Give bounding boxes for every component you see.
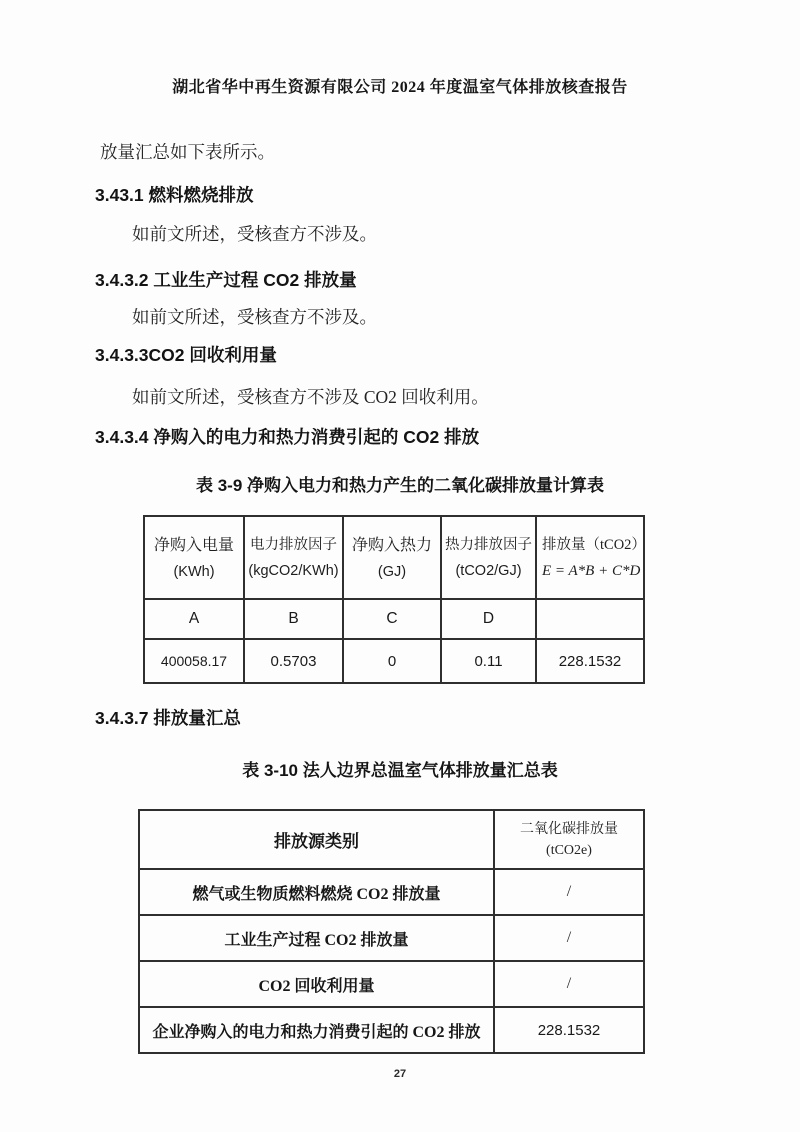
symbol-cell <box>536 599 644 639</box>
table-3-9-symbol-row <box>144 599 644 639</box>
symbol-cell: C <box>343 599 441 639</box>
value-cell: 400058.17 <box>144 639 244 683</box>
category-cell: 燃气或生物质燃料燃烧 CO2 排放量 <box>139 869 494 915</box>
header-title: 排放量（tCO2） <box>542 536 646 553</box>
symbol-cell: A <box>144 599 244 639</box>
header-cell-electricity-factor <box>244 516 343 599</box>
header-unit: (kgCO2/KWh) <box>248 562 339 579</box>
intro-text: 放量汇总如下表所示。 <box>100 142 275 162</box>
symbol-cell: D <box>441 599 536 639</box>
value-cell: 228.1532 <box>536 639 644 683</box>
value-cell: / <box>494 869 644 915</box>
category-cell: 工业生产过程 CO2 排放量 <box>139 915 494 961</box>
header-cell-electricity <box>144 516 244 599</box>
section-heading-3-4-3-2: 3.4.3.2 工业生产过程 CO2 排放量 <box>95 270 357 290</box>
value-cell: 0.11 <box>441 639 536 683</box>
value-cell: 0.5703 <box>244 639 343 683</box>
table-3-9 <box>143 515 645 684</box>
table-3-10-header-row <box>139 810 644 869</box>
table-row-purchased-electricity-heat <box>139 1007 644 1053</box>
header-title: 净购入电量 <box>153 536 234 554</box>
table-3-9-value-row <box>144 639 644 683</box>
value-cell: 0 <box>343 639 441 683</box>
category-cell: 企业净购入的电力和热力消费引起的 CO2 排放 <box>139 1007 494 1053</box>
header-cell-heat-factor <box>441 516 536 599</box>
section-heading-3-43-1: 3.43.1 燃料燃烧排放 <box>95 185 254 205</box>
section-paragraph-3-43-1: 如前文所述，受核查方不涉及。 <box>132 224 377 244</box>
table-row-fuel-combustion <box>139 869 644 915</box>
header-unit: (tCO2/GJ) <box>455 562 522 579</box>
table-3-9-header-row <box>144 516 644 599</box>
page-number: 27 <box>393 1068 407 1080</box>
category-cell: CO2 回收利用量 <box>139 961 494 1007</box>
header-line1: 二氧化碳排放量 <box>520 821 618 837</box>
section-heading-3-4-3-7: 3.4.3.7 排放量汇总 <box>95 708 241 728</box>
symbol-cell: B <box>244 599 343 639</box>
header-cell-source-category: 排放源类别 <box>139 810 494 869</box>
table-row-co2-recovery <box>139 961 644 1007</box>
value-cell: / <box>494 915 644 961</box>
header-unit: (KWh) <box>173 564 215 581</box>
header-title: 热力排放因子 <box>445 537 532 554</box>
table-3-10-caption: 表 3-10 法人边界总温室气体排放量汇总表 <box>242 761 558 780</box>
section-heading-3-4-3-3: 3.4.3.3CO2 回收利用量 <box>95 345 277 365</box>
table-3-9-caption: 表 3-9 净购入电力和热力产生的二氧化碳排放量计算表 <box>195 476 604 495</box>
header-unit: (GJ) <box>377 564 407 581</box>
report-header-title: 湖北省华中再生资源有限公司 2024 年度温室气体排放核查报告 <box>172 79 628 96</box>
value-cell: / <box>494 961 644 1007</box>
header-cell-heat <box>343 516 441 599</box>
emission-formula: E = A*B + C*D <box>542 563 641 580</box>
section-paragraph-3-4-3-3: 如前文所述，受核查方不涉及 CO2 回收利用。 <box>132 387 489 407</box>
table-row-industrial-process <box>139 915 644 961</box>
header-cell-co2-amount <box>494 810 644 869</box>
section-paragraph-3-4-3-2: 如前文所述，受核查方不涉及。 <box>132 307 377 327</box>
header-title: 电力排放因子 <box>250 537 337 554</box>
header-cell-emission <box>536 516 644 599</box>
header-title: 净购入热力 <box>351 536 432 554</box>
value-cell: 228.1532 <box>494 1007 644 1053</box>
header-line2: (tCO2e) <box>546 842 592 858</box>
table-3-10 <box>138 809 645 1054</box>
section-heading-3-4-3-4: 3.4.3.4 净购入的电力和热力消费引起的 CO2 排放 <box>95 427 480 447</box>
